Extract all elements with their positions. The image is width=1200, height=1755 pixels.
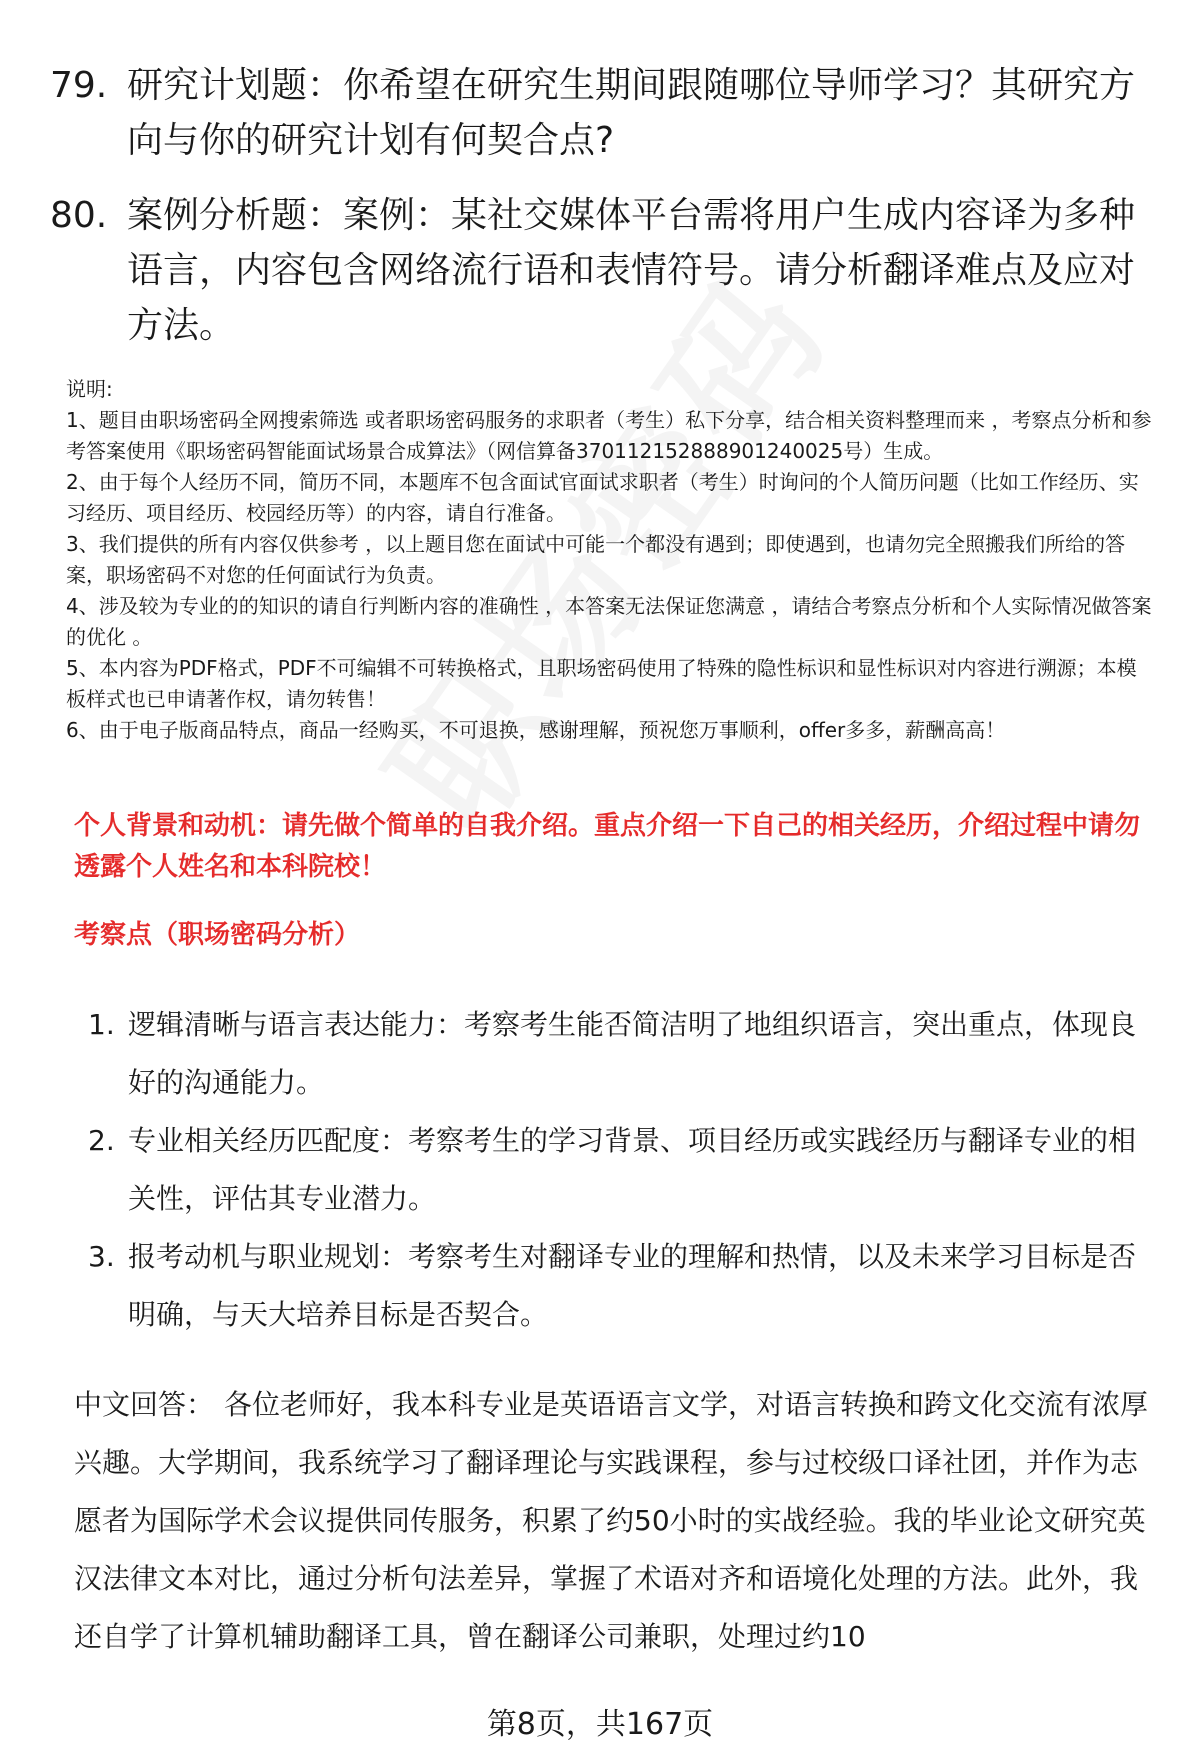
points-title: 考察点（职场密码分析） — [74, 920, 361, 950]
points-list — [88, 996, 1148, 1344]
point-number: 3. — [88, 1240, 115, 1273]
list-item — [88, 996, 1148, 1112]
notes-title: 说明: — [66, 377, 113, 401]
point-number: 2. — [88, 1124, 115, 1157]
question-text: 案例分析题：案例：某社交媒体平台需将用户生成内容译为多种语言，内容包含网络流行语和表情符号。请分析翻译难点及应对方法。 — [127, 195, 1136, 346]
question-number: 80. — [50, 195, 108, 236]
note-item: 2、由于每个人经历不同，简历不同，本题库不包含面试官面试求职者（考生）时询问的个人简历问题（比如工作经历、实习经历、项目经历、校园经历等）的内容，请自行准备。 — [66, 470, 1139, 525]
section-question: 个人背景和动机：请先做个简单的自我介绍。重点介绍一下自己的相关经历，介绍过程中请勿透露个人姓名和本科院校！ — [74, 811, 1141, 882]
answer-label: 中文回答： — [74, 1388, 215, 1421]
note-item: 6、由于电子版商品特点，商品一经购买，不可退换，感谢理解，预祝您万事顺利，offer多多，薪酬高高！ — [66, 718, 1006, 742]
notes-section — [66, 374, 1156, 746]
question-79 — [50, 58, 1150, 168]
question-text: 研究计划题：你希望在研究生期间跟随哪位导师学习？其研究方向与你的研究计划有何契合点? — [127, 65, 1136, 161]
list-item — [88, 1228, 1148, 1344]
answer-text: 各位老师好，我本科专业是英语语言文学，对语言转换和跨文化交流有浓厚兴趣。大学期间，我系统学习了翻译理论与实践课程，参与过校级口译社团，并作为志愿者为国际学术会议提供同传服务，积累了约50小时的实战经验。我的毕业论文研究英汉法律文本对比，通过分析句法差异，掌握了术语对齐和语境化处理的方法。此外，我还自学了计算机辅助翻译工具，曾在翻译公司兼职，处理过约10 — [74, 1388, 1149, 1653]
note-item: 4、涉及较为专业的的知识的请自行判断内容的准确性 ，本答案无法保证您满意 ，请结合考察点分析和个人实际情况做答案的优化 。 — [66, 594, 1152, 649]
note-item: 5、本内容为PDF格式，PDF不可编辑不可转换格式，且职场密码使用了特殊的隐性标识和显性标识对内容进行溯源；本模板样式也已申请著作权，请勿转售！ — [66, 656, 1137, 711]
list-item — [88, 1112, 1148, 1228]
answer-section — [74, 1376, 1164, 1666]
note-item: 3、我们提供的所有内容仅供参考 ，以上题目您在面试中可能一个都没有遇到；即使遇到，也请勿完全照搬我们所给的答案，职场密码不对您的任何面试行为负责。 — [66, 532, 1126, 587]
point-number: 1. — [88, 1008, 115, 1041]
question-80 — [50, 188, 1150, 353]
question-number: 79. — [50, 65, 108, 106]
point-text: 报考动机与职业规划：考察考生对翻译专业的理解和热情，以及未来学习目标是否明确，与天大培养目标是否契合。 — [128, 1240, 1137, 1331]
point-text: 逻辑清晰与语言表达能力：考察考生能否简洁明了地组织语言，突出重点，体现良好的沟通能力。 — [128, 1008, 1137, 1099]
note-item: 1、题目由职场密码全网搜索筛选 或者职场密码服务的求职者（考生）私下分享，结合相关资料整理而来 ，考察点分析和参考答案使用《职场密码智能面试场景合成算法》（网信算备370112152888901240025号）生成。 — [66, 408, 1152, 463]
point-text: 专业相关经历匹配度：考察考生的学习背景、项目经历或实践经历与翻译专业的相关性，评估其专业潜力。 — [128, 1124, 1137, 1215]
page-footer: 第8页，共167页 — [486, 1707, 714, 1742]
